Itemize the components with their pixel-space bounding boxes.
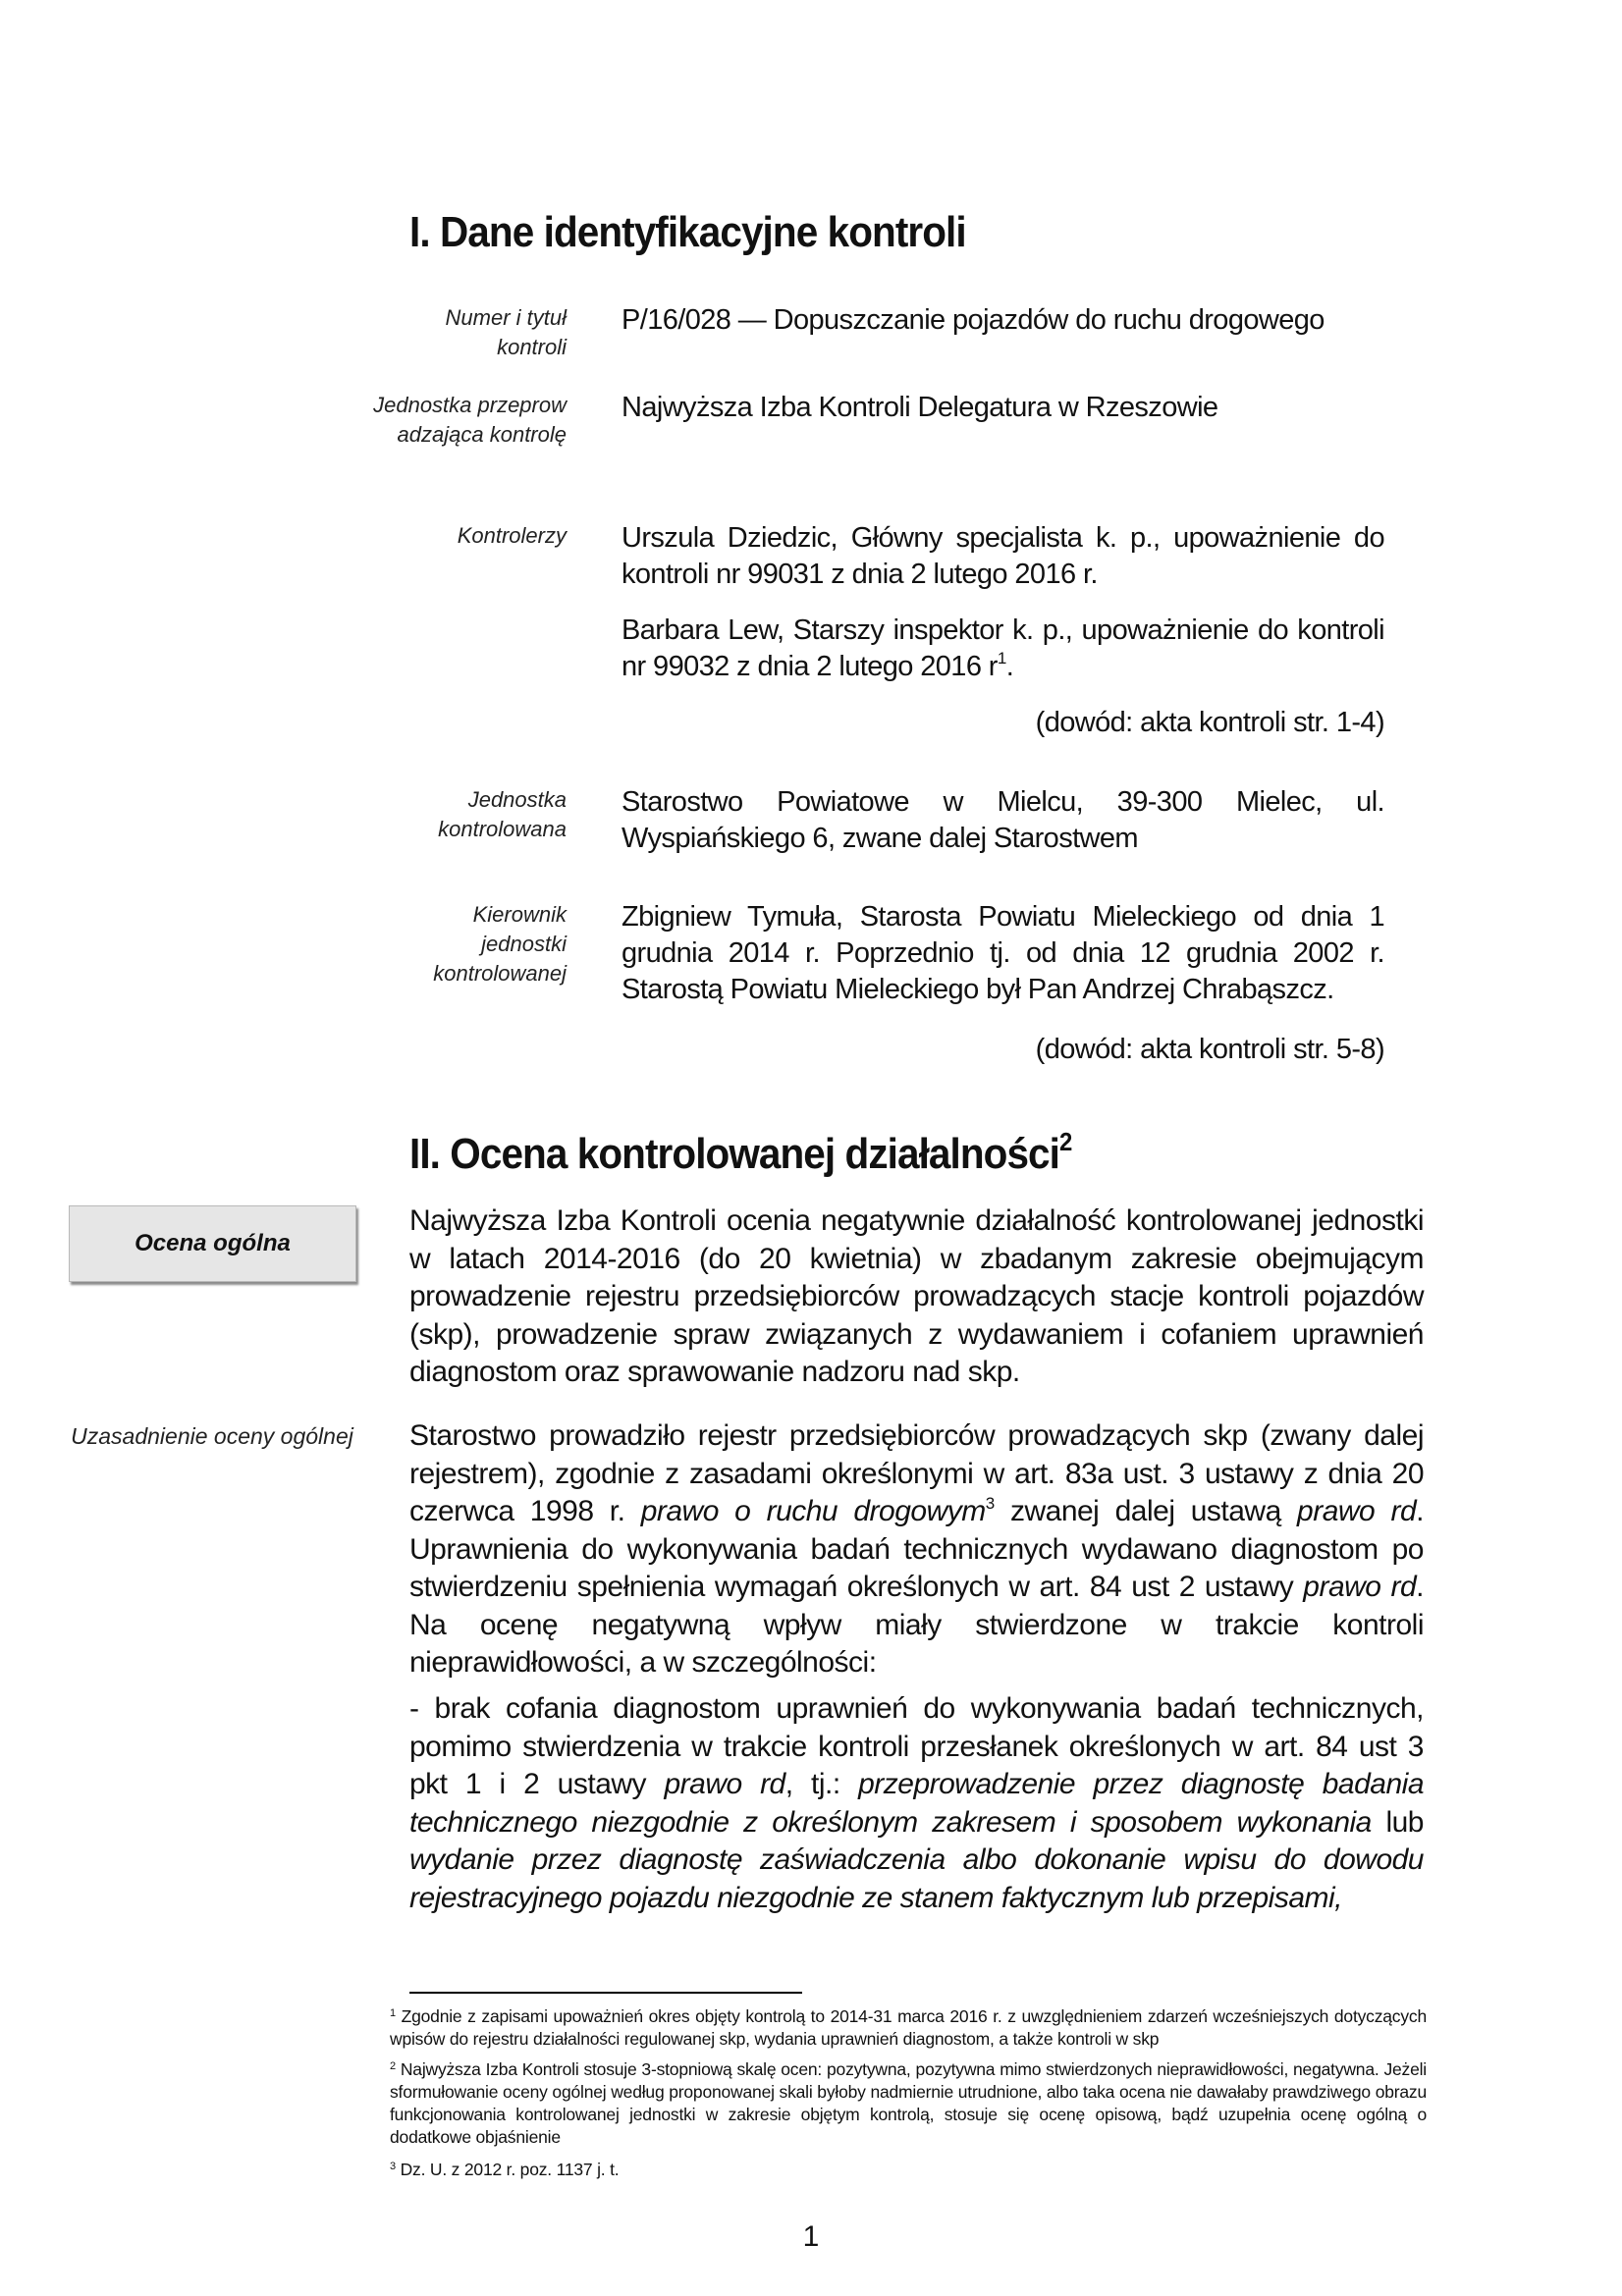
footnote-1-num: 1 bbox=[390, 2007, 396, 2019]
section-1-title: I. Dane identyfikacyjne kontroli bbox=[409, 208, 966, 256]
p1-f: prawo rd bbox=[1303, 1571, 1417, 1603]
kontroler-2-text: Barbara Lew, Starszy inspektor k. p., upoważnienie do kontroli nr 99032 z dnia 2 lutego 2016 r bbox=[622, 614, 1384, 682]
footnote-ref-2: 2 bbox=[1058, 1127, 1072, 1156]
footnote-1-text: Zgodnie z zapisami upoważnień okres objęty kontrolą to 2014-31 marca 2016 r. z uwzględnieniem zdarzeń wcześniejszych dotyczących wpisów do rejestru działalności regulowanej skp, wydania uprawnień diagnostom, a także kontroli w skp bbox=[390, 2006, 1427, 2049]
p2-c: , tj.: bbox=[784, 1768, 859, 1800]
p1-d: prawo rd bbox=[1297, 1495, 1417, 1527]
ocena-ogolna-box bbox=[69, 1205, 356, 1282]
footnote-ref-1: 1 bbox=[997, 649, 1006, 667]
uzasadnienie-para-1 bbox=[409, 1417, 1424, 1682]
evidence-2: (dowód: akta kontroli str. 5-8) bbox=[1035, 1034, 1384, 1065]
uzasadnienie-label: Uzasadnienie oceny ogólnej bbox=[71, 1423, 353, 1449]
label-kontrolerzy: Kontrolerzy bbox=[457, 523, 567, 548]
p2-f: wydanie przez diagnostę zaświadczenia albo dokonanie wpisu do dowodu rejestracyjnego pojazdu niezgodnie ze stanem faktycznym lub przepisami, bbox=[409, 1843, 1424, 1914]
footnote-2-text: Najwyższa Izba Kontroli stosuje 3-stopniową skalę ocen: pozytywna, pozytywna mimo stwierdzonych nieprawidłowości, negatywna. Jeżeli sformułowanie oceny ogólnej według proponowanej skali byłoby nadmiernie utrudnione, albo taka ocena nie dawałaby prawdziwego obrazu funkcjonowania kontrolowanej jednostki w zakresie objętym kontrolą, stosuje się ocenę opisową, bądź uzupełnia ocenę ogólną o dodatkowe objaśnienie bbox=[390, 2059, 1427, 2147]
footnote-2 bbox=[390, 2058, 1427, 2149]
value-kontroler-1: Urszula Dziedzic, Główny specjalista k. p., upoważnienie do kontroli nr 99031 z dnia 2 lutego 2016 r. bbox=[622, 522, 1384, 590]
p1-c: zwanej dalej ustawą bbox=[994, 1495, 1298, 1527]
value-jednostka-przeprowadzajaca: Najwyższa Izba Kontroli Delegatura w Rzeszowie bbox=[622, 392, 1218, 423]
label-jednostka-kontrolowana: Jednostka kontrolowana bbox=[438, 787, 567, 841]
value-kierownik: Zbigniew Tymuła, Starosta Powiatu Mieleckiego od dnia 1 grudnia 2014 r. Poprzednio tj. od dnia 12 grudnia 2002 r. Starostą Powiatu Mieleckiego był Pan Andrzej Chrabąszcz. bbox=[622, 901, 1384, 1005]
p2-d: przeprowadzenie przez diagnostę badania technicznego niezgodnie z określonym zakresem i sposobem wykonania bbox=[409, 1768, 1425, 1839]
ocena-ogolna-label: Ocena ogólna bbox=[135, 1230, 291, 1256]
p1-g: . Na ocenę negatywną wpływ miały stwierdzone w trakcie kontroli nieprawidłowości, a w szczególności: bbox=[409, 1571, 1425, 1679]
value-kontroler-2 bbox=[622, 613, 1384, 685]
p2-e: lub bbox=[1371, 1805, 1424, 1839]
page-number: 1 bbox=[802, 2220, 820, 2253]
p1-e: . Uprawnienia do wykonywania badań technicznych wydawano diagnostom po stwierdzeniu spełnienia wymagań określonych w art. 84 ust 2 ustawy bbox=[409, 1495, 1425, 1603]
footnote-3-text: Dz. U. z 2012 r. poz. 1137 j. t. bbox=[400, 2160, 620, 2179]
kontroler-2-end: . bbox=[1005, 651, 1014, 682]
p2-a: - brak cofania diagnostom uprawnień do wykonywania badań technicznych, pomimo stwierdzenia w trakcie kontroli przesłanek określonych w art. 84 ust 3 pkt 1 i 2 ustawy bbox=[409, 1692, 1424, 1800]
label-numer: Numer i tytuł kontroli bbox=[445, 305, 567, 359]
value-jednostka-kontrolowana: Starostwo Powiatowe w Mielcu, 39-300 Mielec, ul. Wyspiańskiego 6, zwane dalej Starostwem bbox=[622, 786, 1384, 854]
footnote-2-num: 2 bbox=[390, 2060, 396, 2072]
label-jednostka-przeprowadzajaca: Jednostka przeprowadzająca kontrolę bbox=[373, 393, 567, 447]
p1-b: prawo o ruchu drogowym bbox=[640, 1495, 986, 1527]
footnote-separator bbox=[409, 1992, 802, 1994]
footnote-ref-3: 3 bbox=[985, 1494, 995, 1513]
footnote-3-num: 3 bbox=[390, 2161, 396, 2172]
value-numer: P/16/028 — Dopuszczanie pojazdów do ruchu drogowego bbox=[622, 304, 1325, 336]
section-2-title bbox=[409, 1127, 1071, 1179]
section-2-title-text: II. Ocena kontrolowanej działalności bbox=[409, 1130, 1059, 1178]
footnote-3 bbox=[390, 2159, 1427, 2181]
p2-b: prawo rd bbox=[664, 1768, 785, 1800]
p1-a: Starostwo prowadziło rejestr przedsiębiorców prowadzących skp (zwany dalej rejestrem), zgodnie z zasadami określonymi w art. 83a ust. 3 ustawy z dnia 20 czerwca 1998 r. bbox=[409, 1419, 1424, 1527]
footnote-1 bbox=[390, 2005, 1427, 2051]
label-kierownik: Kierownik jednostki kontrolowanej bbox=[433, 902, 567, 986]
ocena-ogolna-text: Najwyższa Izba Kontroli ocenia negatywnie działalność kontrolowanej jednostki w latach 2014-2016 (do 20 kwietnia) w zbadanym zakresie obejmującym prowadzenie rejestru przedsiębiorców prowadzących stacje kontroli pojazdów (skp), prowadzenie spraw związanych z wydawaniem i cofaniem uprawnień diagnostom oraz sprawowanie nadzoru nad skp. bbox=[409, 1204, 1424, 1388]
uzasadnienie-para-2 bbox=[409, 1690, 1424, 1917]
evidence-1: (dowód: akta kontroli str. 1-4) bbox=[1035, 707, 1384, 738]
